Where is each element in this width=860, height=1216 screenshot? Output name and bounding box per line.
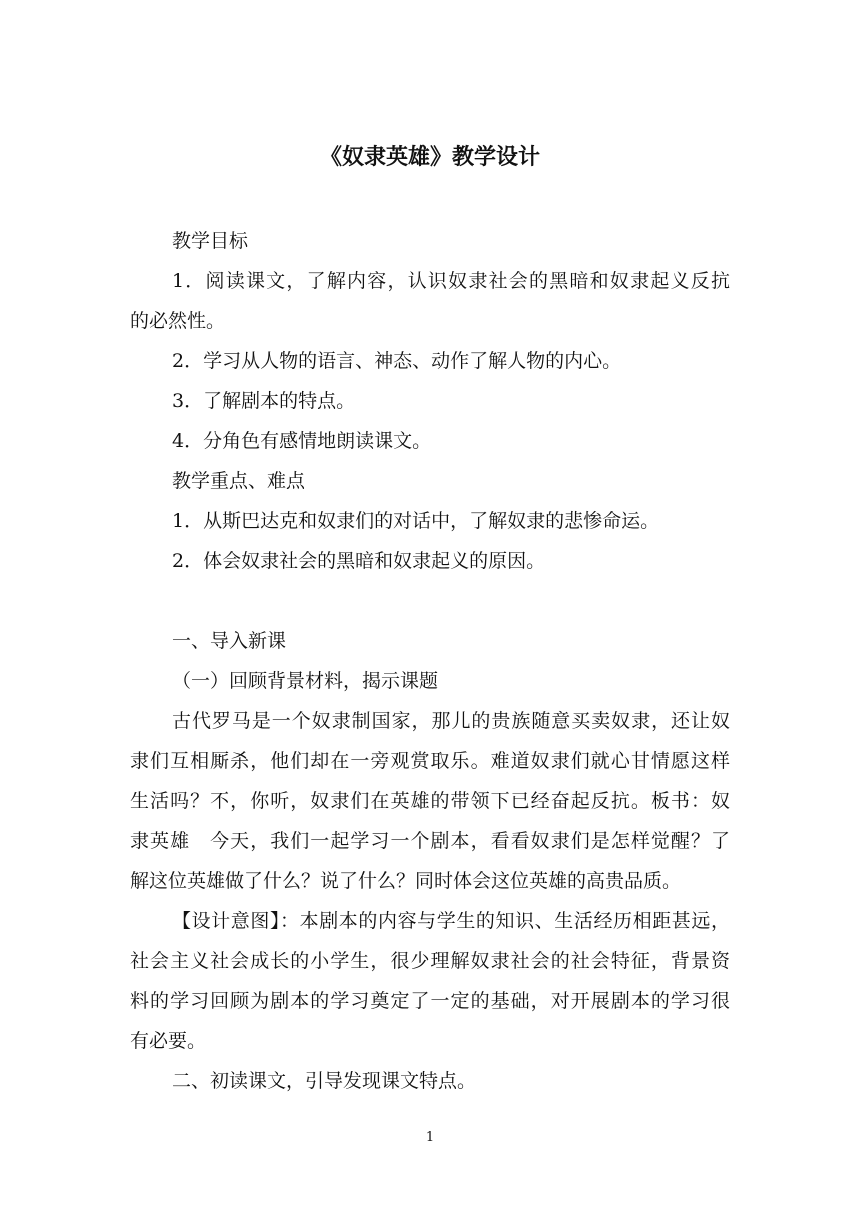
paragraph-line: 社会主义社会成长的小学生，很少理解奴隶社会的社会特征，背景资 <box>130 950 730 972</box>
design-intent-line: 【设计意图】：本剧本的内容与学生的知识、生活经历相距甚远， <box>172 910 730 932</box>
subsection-heading: （一）回顾背景材料，揭示课题 <box>172 670 439 692</box>
page-number: 1 <box>425 1130 435 1145</box>
section-heading-intro: 一、导入新课 <box>172 630 287 652</box>
paragraph-line: 有必要。 <box>130 1030 207 1052</box>
document-title: 《奴隶英雄》教学设计 <box>319 145 540 170</box>
paragraph-line: 生活吗？不，你听，奴隶们在英雄的带领下已经奋起反抗。板书：奴 <box>130 790 730 812</box>
paragraph-line: 4．分角色有感情地朗读课文。 <box>172 430 432 452</box>
paragraph-line: 隶英雄 今天，我们一起学习一个剧本，看看奴隶们是怎样觉醒？了 <box>130 830 730 852</box>
section-heading-objectives: 教学目标 <box>172 230 249 252</box>
paragraph-line: 的必然性。 <box>130 310 226 332</box>
paragraph-line: 1．阅读课文，了解内容，认识奴隶社会的黑暗和奴隶起义反抗 <box>172 270 730 292</box>
paragraph-line: 解这位英雄做了什么？说了什么？同时体会这位英雄的高贵品质。 <box>130 870 682 892</box>
paragraph-line: 古代罗马是一个奴隶制国家，那儿的贵族随意买卖奴隶，还让奴 <box>172 710 730 732</box>
paragraph-line: 2．学习从人物的语言、神态、动作了解人物的内心。 <box>172 350 622 372</box>
paragraph-line: 1．从斯巴达克和奴隶们的对话中，了解奴隶的悲惨命运。 <box>172 510 660 532</box>
paragraph-line: 隶们互相厮杀，他们却在一旁观赏取乐。难道奴隶们就心甘情愿这样 <box>130 750 730 772</box>
section-heading-first-reading: 二、初读课文，引导发现课文特点。 <box>172 1070 477 1092</box>
paragraph-line: 3．了解剧本的特点。 <box>172 390 356 412</box>
paragraph-line: 料的学习回顾为剧本的学习奠定了一定的基础，对开展剧本的学习很 <box>130 990 730 1012</box>
section-heading-key-points: 教学重点、难点 <box>172 470 306 492</box>
paragraph-line: 2．体会奴隶社会的黑暗和奴隶起义的原因。 <box>172 550 546 572</box>
